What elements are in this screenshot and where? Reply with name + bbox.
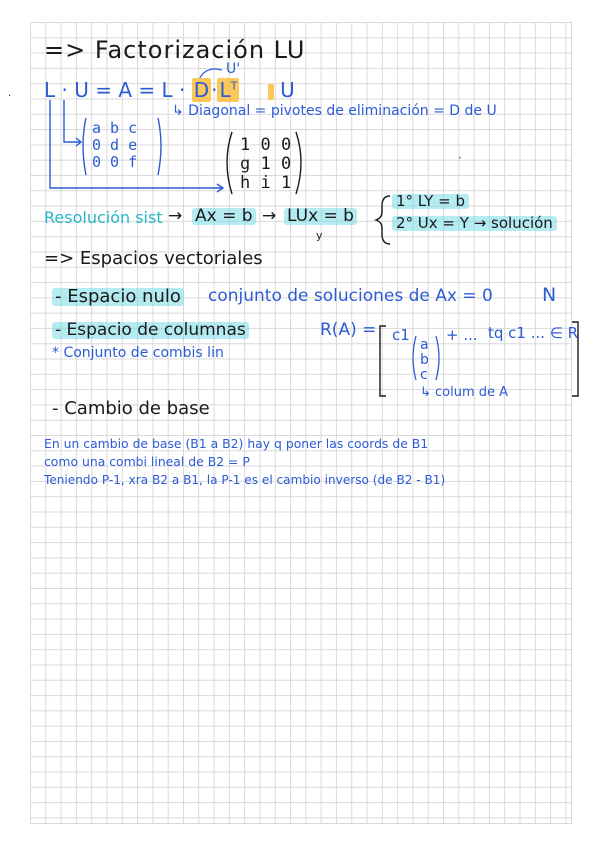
heading-espacios: => Espacios vectoriales	[44, 248, 263, 269]
matrix-u	[92, 120, 137, 171]
matrix-u-row: a b c	[92, 119, 138, 137]
ink-dot: ·	[458, 151, 462, 165]
columnas-label: - Espacio de columnas	[52, 322, 249, 339]
equation-u: U	[280, 78, 295, 102]
yellow-mark	[268, 84, 274, 100]
ra-vector	[420, 338, 429, 383]
ra-colum: ↳ colum de A	[420, 385, 509, 400]
matrix-u-row: 0 0 f	[92, 153, 138, 171]
lt-letter: L	[219, 78, 231, 102]
ra-vector-entry: c	[420, 367, 428, 383]
equation-part: L · U = A = L ·	[44, 78, 186, 102]
arrow-1: →	[168, 206, 183, 226]
resolution-y: y	[316, 229, 323, 242]
matrix-l	[240, 136, 291, 193]
resolution-step2: LUx = b	[284, 208, 357, 225]
equation-main	[44, 80, 295, 100]
lt-superscript: T	[230, 79, 238, 93]
ra-vector-entry: a	[420, 337, 429, 353]
cambio-line2: como una combi lineal de B2 = P	[44, 454, 250, 469]
cambio-label: - Cambio de base	[52, 398, 210, 419]
u-prime: U'	[226, 61, 241, 77]
matrix-l-row: g 1 0	[240, 154, 292, 174]
resolution-label: Resolución sist	[44, 208, 163, 227]
nulo-label: - Espacio nulo	[52, 288, 184, 306]
ra-plus: + ...	[446, 326, 478, 344]
cambio-line3: Teniendo P-1, xra B2 a B1, la P-1 es el cambio inverso (de B2 - B1)	[44, 473, 446, 487]
matrix-l-row: h i 1	[240, 173, 292, 193]
columnas-sub: * Conjunto de combis lin	[52, 345, 224, 361]
resolution-line1: 1° LY = b	[392, 194, 469, 209]
resolution-line2: 2° Ux = Y → solución	[392, 216, 557, 231]
ra-tq: tq c1 ... ∈ R	[488, 324, 579, 342]
resolution-step1: Ax = b	[192, 208, 256, 225]
ra-label: R(A) =	[320, 320, 377, 340]
heading-factorizacion: => Factorización LU	[44, 36, 306, 64]
matrix-u-row: 0 d e	[92, 136, 138, 154]
diagonal-note: ↳ Diagonal = pivotes de eliminación = D de U	[172, 103, 497, 119]
matrix-l-row: 1 0 0	[240, 135, 292, 155]
equation-dot: ·	[211, 78, 218, 102]
cambio-line1: En un cambio de base (B1 a B2) hay q poner las coords de B1	[44, 436, 429, 451]
highlight-d: D	[193, 78, 210, 102]
nulo-symbol: N	[542, 284, 557, 306]
ra-c1: c1	[392, 326, 410, 344]
nulo-desc: conjunto de soluciones de Ax = 0	[208, 286, 493, 306]
ra-vector-entry: b	[420, 352, 429, 368]
arrow-2: →	[262, 206, 277, 226]
ink-dot: ·	[8, 91, 12, 102]
highlight-lt	[217, 78, 239, 102]
